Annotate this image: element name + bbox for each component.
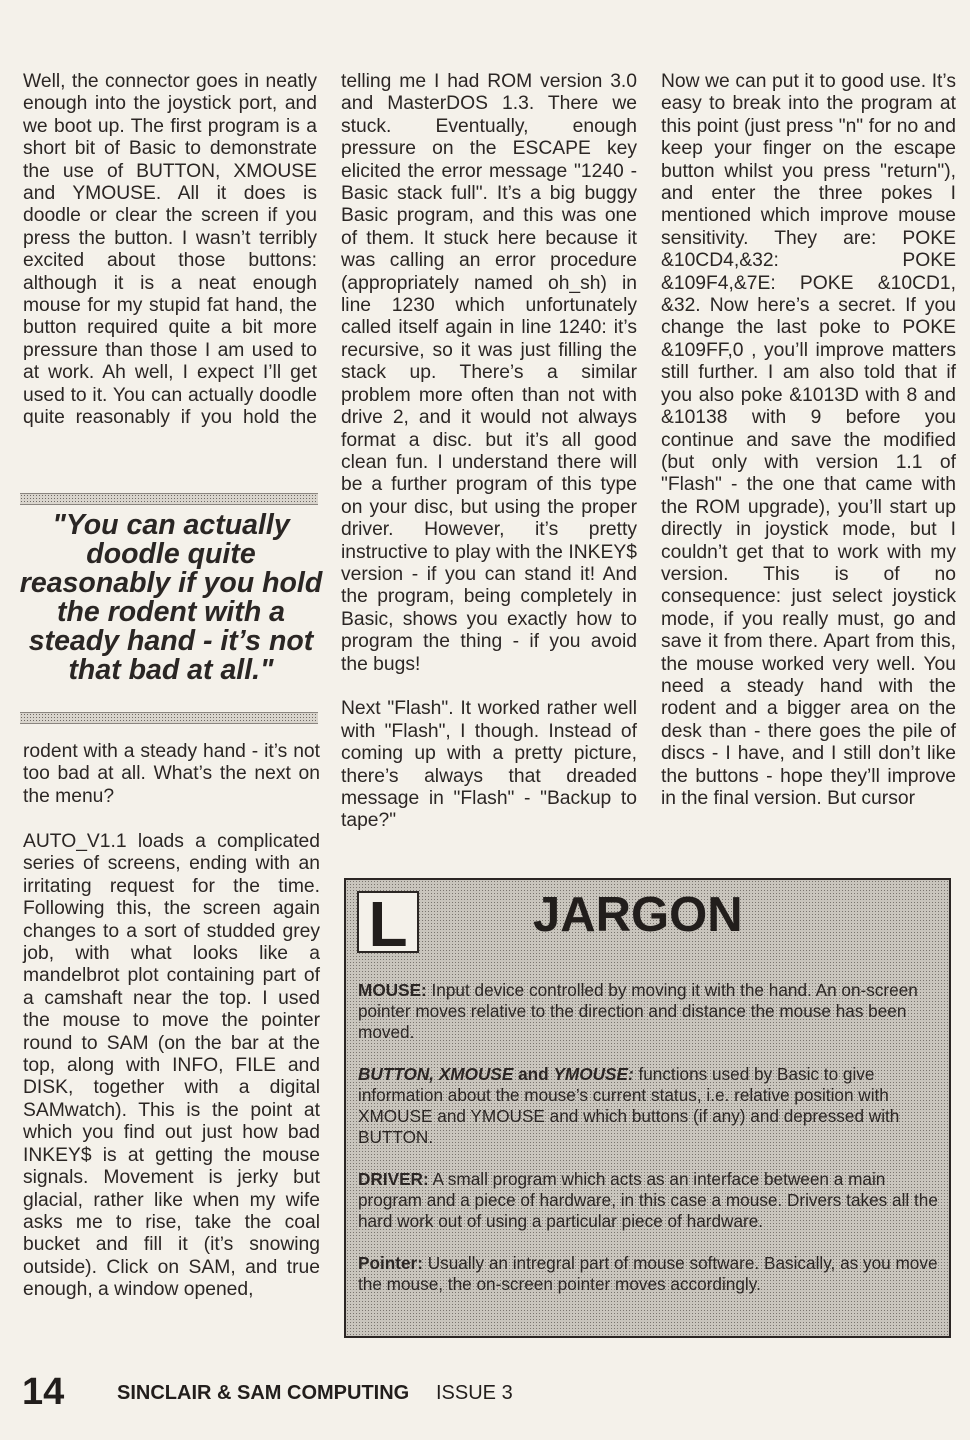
glossary-term: YMOUSE: <box>553 1064 634 1084</box>
jargon-title: JARGON <box>533 888 743 942</box>
article-paragraph: telling me I had ROM version 3.0 and MasterDOS 1.3. There we stuck. Eventually, enough pressure on the ESCAPE key elicited the error message "1240 - Basic stack full". It’s a big buggy Basic program, and this was one of them. It stuck here because it was calling an error procedure (appropriately named oh_sh) in line 1230 which unfortunately called itself again in line 1240: it’s recursive, so it was just filling the stack up. There’s a similar problem more often than not with drive 2, and it would not always format a disc. but it’s all good clean fun. I understand there will be a further program of this type on your disc, but using the proper driver. However, it’s pretty instructive to play with the INKEY$ version - if you can stand it! And the program, being completely in Basic, shows you exactly how to program the thing - if you avoid the bugs! <box>341 71 637 675</box>
glossary-definition: A small program which acts as an interface between a main program and a piece of hardware, in this case a mouse. Drivers takes all the hard work out of using a particular piece of hardware. <box>358 1169 938 1231</box>
glossary-entry-driver <box>358 1169 938 1232</box>
article-column-3 <box>661 71 956 833</box>
article-column-1-bottom <box>23 831 320 1324</box>
article-column-1-top <box>23 71 317 452</box>
jargon-badge <box>357 888 419 960</box>
jargon-glossary <box>358 980 938 1316</box>
jargon-box <box>344 878 951 1338</box>
glossary-term: Pointer: <box>358 1253 423 1273</box>
glossary-term: DRIVER: <box>358 1169 429 1189</box>
issue-label: ISSUE 3 <box>436 1382 513 1404</box>
article-paragraph: Now we can put it to good use. It’s easy to break into the program at this point (just press "n" for no and keep your finger on the escape button whilst you press "return"), and enter the three pokes I mentioned which improve mouse sensitivity. They are: POKE &10CD4,&32: POKE &109F4,&7E: POKE &10CD1, &32. Now here’s a secret. If you change the last poke to POKE &109FF,0 , you’ll improve matters still further. I am also told that if you also poke &1013D with 8 and &10138 with 9 before you continue and save the modified (but only with version 1.1 of "Flash" - the one that came with the ROM upgrade), you’ll start up directly in joystick mode, but I couldn’t get that to work with my version. This is of no consequence: just select joystick mode, if you really must, go and save it from there. Apart from this, the mouse worked very well. You need a steady hand with the rodent and a bigger area on the desk than - there goes the pile of discs - I have, and I still don’t like the buttons - hope they’ll improve in the final version. But cursor <box>661 71 956 809</box>
article-column-1-middle <box>23 741 320 831</box>
glossary-term: BUTTON, XMOUSE <box>358 1064 514 1084</box>
glossary-term: MOUSE: <box>358 980 427 1000</box>
glossary-definition: functions used by Basic to give information about the mouse’s current status, i.e. relative position with XMOUSE and YMOUSE and which buttons (if any) and depressed with BUTTON. <box>358 1064 900 1147</box>
page-number: 14 <box>22 1371 65 1413</box>
article-paragraph: Well, the connector goes in neatly enough into the joystick port, and we boot up. The first program is a short bit of Basic to demonstrate the use of BUTTON, XMOUSE and YMOUSE. All it does is doodle or clear the screen if you press the button. I wasn’t terribly excited about those buttons: although it is a neat enough mouse for my stupid fat hand, the button required quite a bit more pressure than those I am used to at work. Ah well, I expect I’ll get used to it. You can actually doodle quite reasonably if you hold the <box>23 71 317 429</box>
article-paragraph: AUTO_V1.1 loads a complicated series of screens, ending with an irritating request for the time. Following this, the screen again changes to a sort of studded grey job, with what looks like a mandelbrot plot containing part of a camshaft near the top. I used the mouse to move the pointer round to SAM (on the bar at the top, along with INFO, FILE and DISK, together with a digital SAMwatch). This is the point at which you find out just how bad INKEY$ is at getting the mouse signals. Movement is jerky but glacial, rather like when my wife asks me to rise, take the coal bucket and fill it (it’s snowing outside). Click on SAM, and true enough, a window opened, <box>23 831 320 1301</box>
pull-quote-bottom-rule <box>20 712 318 724</box>
glossary-term-conjunction: and <box>513 1064 554 1084</box>
glossary-entry-button-xmouse-ymouse <box>358 1064 938 1148</box>
pull-quote-top-rule <box>20 493 318 505</box>
jargon-badge-letter: L <box>368 888 408 960</box>
glossary-definition: Usually an intregral part of mouse software. Basically, as you move the mouse, the on-screen pointer moves accordingly. <box>358 1253 938 1294</box>
pull-quote: "You can actually doodle quite reasonably if you hold the rodent with a steady hand - it’s not that bad at all." <box>19 509 323 686</box>
publication-title: SINCLAIR & SAM COMPUTING <box>117 1382 410 1404</box>
glossary-entry-mouse <box>358 980 938 1043</box>
article-paragraph: Next "Flash". It worked rather well with "Flash", I though. Instead of coming up with a pretty picture, there’s always that dreaded message in "Flash" - "Backup to tape?" <box>341 698 637 832</box>
article-paragraph: rodent with a steady hand - it’s not too bad at all. What’s the next on the menu? <box>23 741 320 807</box>
article-column-2 <box>341 71 637 855</box>
glossary-definition: Input device controlled by moving it with the hand. An on-screen pointer moves relative to the direction and distance the mouse has been moved. <box>358 980 918 1042</box>
glossary-entry-pointer <box>358 1253 938 1295</box>
